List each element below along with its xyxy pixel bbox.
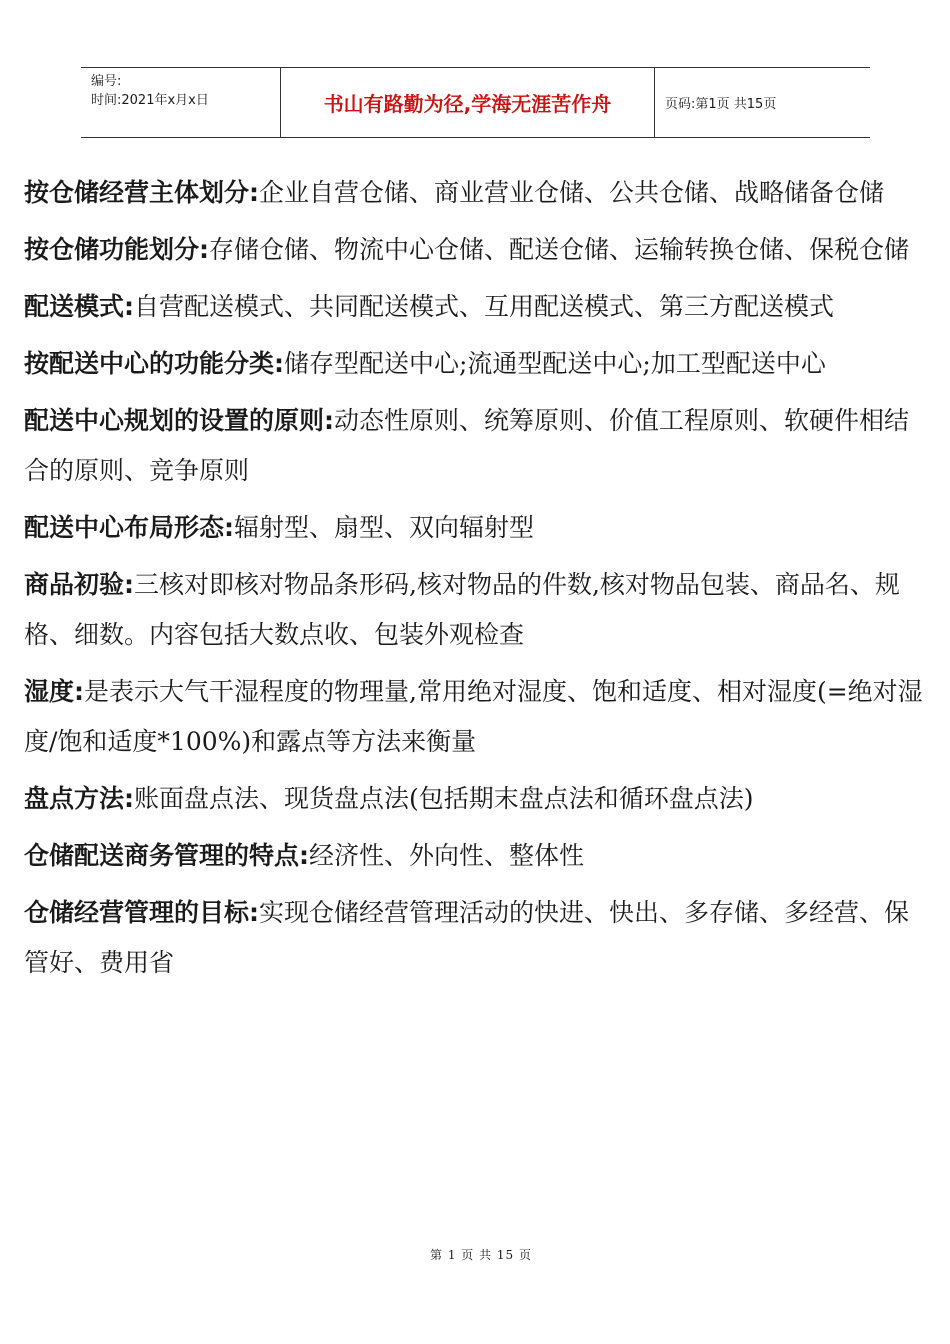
paragraph-storage-function (24, 225, 929, 275)
definition: 自营配送模式、共同配送模式、互用配送模式、第三方配送模式 (134, 292, 835, 321)
header-motto: 书山有路勤为径,学海无涯苦作舟 (281, 68, 655, 137)
definition: 账面盘点法、现货盘点法(包括期末盘点法和循环盘点法) (134, 784, 754, 813)
term: 按仓储经营主体划分: (24, 178, 259, 207)
term: 湿度: (24, 677, 84, 706)
term: 仓储配送商务管理的特点: (24, 841, 309, 870)
header-page-info: 页码:第1页 共15页 (665, 97, 777, 112)
term: 商品初验: (24, 570, 134, 599)
definition: 三核对即核对物品条形码,核对物品的件数,核对物品包装、商品名、规格、细数。内容包括大数点收、包装外观检查 (24, 570, 900, 649)
paragraph-management-goals (24, 888, 929, 988)
page-header (81, 67, 870, 138)
definition: 是表示大气干湿程度的物理量,常用绝对湿度、饱和适度、相对湿度(=绝对湿度/饱和适度*100%)和露点等方法来衡量 (24, 677, 923, 756)
paragraph-humidity (24, 667, 929, 767)
term: 仓储经营管理的目标: (24, 898, 259, 927)
definition: 存储仓储、物流中心仓储、配送仓储、运输转换仓储、保税仓储 (209, 235, 910, 264)
page-footer: 第 1 页 共 15 页 (430, 1248, 532, 1262)
time-label: 时间:2021年x月x日 (91, 93, 209, 108)
definition: 动态性原则、统筹原则、价值工程原则、软硬件相结合的原则、竞争原则 (24, 406, 910, 485)
definition: 储存型配送中心;流通型配送中心;加工型配送中心 (284, 349, 826, 378)
definition: 辐射型、扇型、双向辐射型 (234, 513, 535, 542)
term: 按配送中心的功能分类: (24, 349, 284, 378)
document-body (24, 168, 929, 995)
term: 配送中心规划的设置的原则: (24, 406, 334, 435)
paragraph-management-traits (24, 831, 929, 881)
term: 配送模式: (24, 292, 134, 321)
paragraph-layout-forms (24, 503, 929, 553)
paragraph-planning-principles (24, 396, 929, 496)
paragraph-initial-inspection (24, 560, 929, 660)
term: 按仓储功能划分: (24, 235, 209, 264)
paragraph-delivery-mode (24, 282, 929, 332)
definition: 企业自营仓储、商业营业仓储、公共仓储、战略储备仓储 (259, 178, 885, 207)
header-left-cell (81, 68, 281, 137)
paragraph-inventory-methods (24, 774, 929, 824)
term: 配送中心布局形态: (24, 513, 234, 542)
definition: 经济性、外向性、整体性 (309, 841, 585, 870)
paragraph-center-function (24, 339, 929, 389)
definition: 实现仓储经营管理活动的快进、快出、多存储、多经营、保管好、费用省 (24, 898, 910, 977)
number-label: 编号: (91, 74, 122, 89)
term: 盘点方法: (24, 784, 134, 813)
paragraph-storage-operator (24, 168, 929, 218)
